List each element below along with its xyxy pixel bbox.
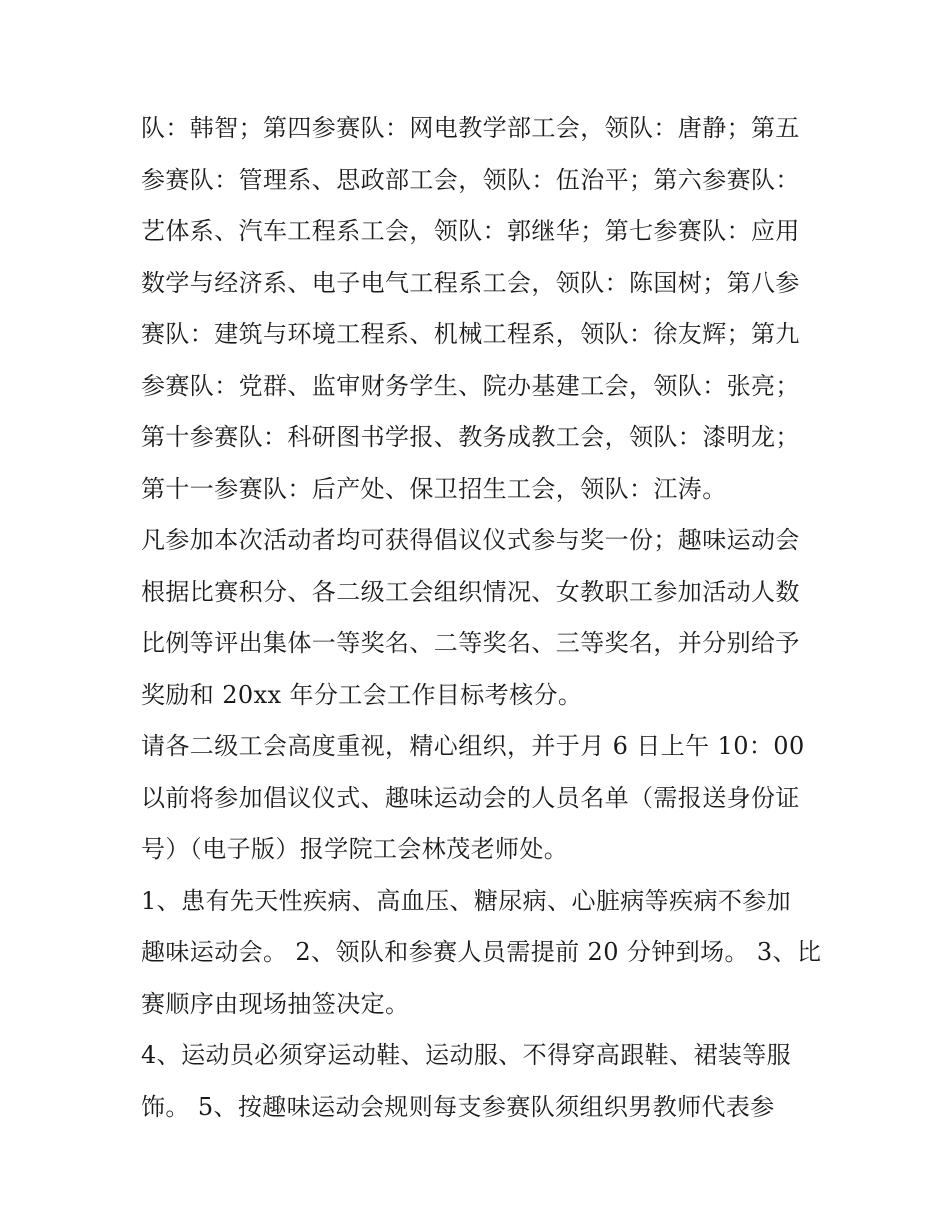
text-line: 以前将参加倡议仪式、趣味运动会的人员名单（需报送身份证 [141, 783, 800, 812]
paragraph-awards [141, 515, 821, 721]
paragraph-submission [141, 721, 821, 876]
text-line: 奖励和 20xx 年分工会工作目标考核分。 [141, 680, 583, 709]
text-line: 赛顺序由现场抽签决定。 [141, 989, 410, 1018]
text-line: 第十参赛队：科研图书学报、教务成教工会，领队：漆明龙； [141, 423, 800, 451]
text-line: 参赛队：党群、监审财务学生、院办基建工会，领队：张亮； [141, 371, 800, 400]
text-line: 1、患有先天性疾病、高血压、糖尿病、心脏病等疾病不参加 [141, 886, 792, 915]
text-line: 凡参加本次活动者均可获得倡议仪式参与奖一份；趣味运动会 [141, 526, 800, 554]
text-line: 队：韩智；第四参赛队：网电教学部工会，领队：唐静；第五 [141, 114, 800, 142]
text-line: 4、运动员必须穿运动鞋、运动服、不得穿高跟鞋、裙装等服 [141, 1041, 792, 1069]
text-line: 第十一参赛队：后产处、保卫招生工会，领队：江涛。 [141, 474, 727, 503]
text-line: 数学与经济系、电子电气工程系工会，领队：陈国树；第八参 [141, 268, 800, 297]
text-line: 艺体系、汽车工程系工会，领队：郭继华；第七参赛队：应用 [141, 217, 800, 245]
text-line: 根据比赛积分、各二级工会组织情况、女教职工参加活动人数 [141, 577, 800, 606]
paragraph-rules-1-3 [141, 876, 821, 1031]
document-body [141, 103, 821, 1133]
text-line: 请各二级工会高度重视，精心组织，并于月 6 日上午 10：00 [141, 732, 805, 760]
text-line: 号）（电子版）报学院工会林茂老师处。 [141, 835, 569, 863]
text-line: 趣味运动会。 2、领队和参赛人员需提前 20 分钟到场。 3、比 [141, 938, 822, 966]
text-line: 参赛队：管理系、思政部工会，领队：伍治平；第六参赛队： [141, 165, 800, 194]
text-line: 赛队：建筑与环境工程系、机械工程系，领队：徐友辉；第九 [141, 320, 800, 348]
paragraph-team-list [141, 103, 821, 515]
paragraph-rules-4-5 [141, 1030, 821, 1133]
text-line: 饰。 5、按趣味运动会规则每支参赛队须组织男教师代表参 [141, 1092, 775, 1121]
text-line: 比例等评出集体一等奖名、二等奖名、三等奖名，并分别给予 [141, 629, 800, 657]
